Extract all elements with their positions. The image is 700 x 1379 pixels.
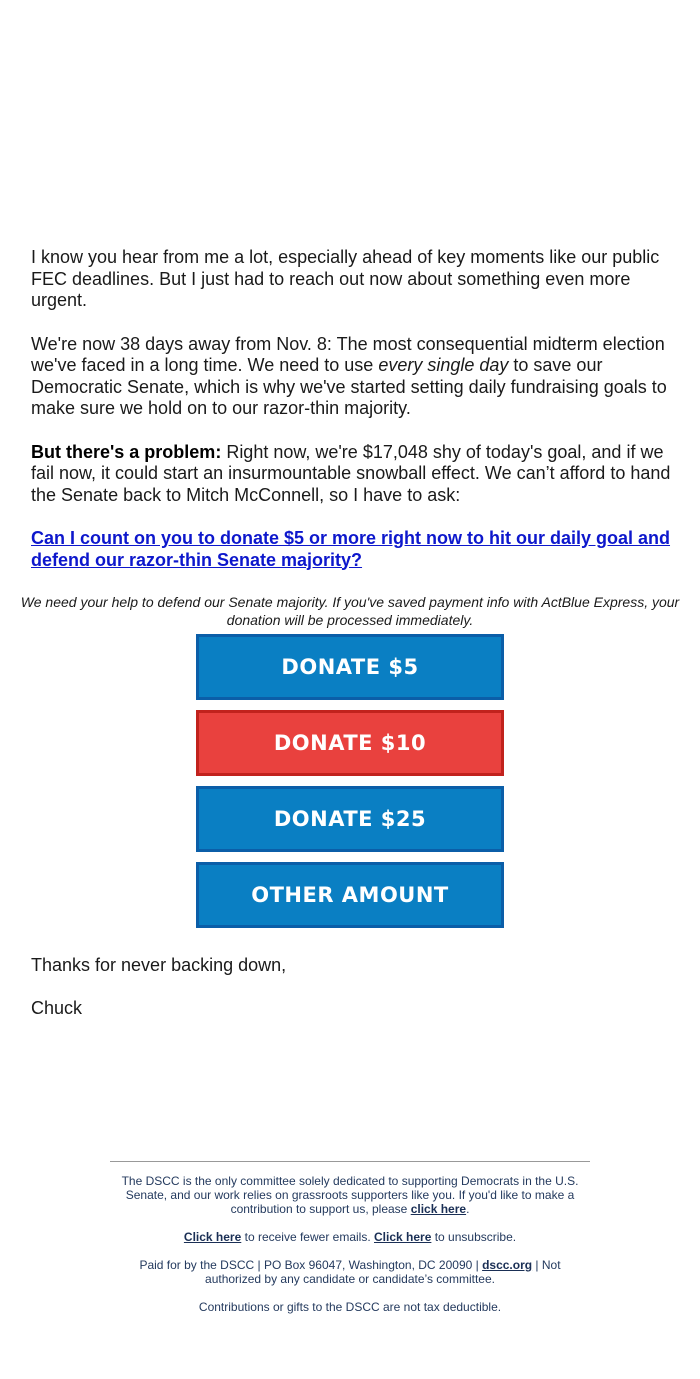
footer-about-end: . (466, 1202, 470, 1216)
paragraph-days-away (31, 334, 671, 420)
footer-paid-for (110, 1258, 590, 1286)
donate-5-button[interactable]: DONATE $5 (196, 634, 504, 700)
problem-text: Right now, we're $17,048 shy of today's goal, and if we fail now, it could start an insurmountable snowball effect. We can’t afford to hand the Senate back to Mitch McConnell, so I have to ask: (31, 441, 671, 505)
signature-name: Chuck (31, 998, 83, 1018)
donate-25-button[interactable]: DONATE $25 (196, 786, 504, 852)
footer-about (110, 1174, 590, 1216)
email-body (31, 247, 671, 593)
paragraph-days-away-text-2: to save our Democratic Senate, which is why we've started setting daily fundraising goals to make sure we hold on to our razor-thin majority. (31, 355, 667, 418)
other-amount-button[interactable]: OTHER AMOUNT (196, 862, 504, 928)
problem-bold-lead: But there's a problem: (31, 441, 222, 462)
footer-contribute-link[interactable]: click here (410, 1202, 467, 1216)
closing-line: Thanks for never backing down, (31, 955, 287, 975)
paragraph-intro: I know you hear from me a lot, especially ahead of key moments like our public FEC deadlines. But I just had to reach out now about something even more urgent. (31, 247, 660, 310)
emphasis-every-single-day: every single day (378, 355, 509, 375)
unsubscribe-text: to unsubscribe. (431, 1230, 517, 1244)
paid-for-text: Paid for by the DSCC | PO Box 96047, Washington, DC 20090 | (139, 1258, 483, 1272)
unsubscribe-link[interactable]: Click here (374, 1230, 432, 1244)
paragraph-problem (31, 442, 671, 507)
footer-tax-note: Contributions or gifts to the DSCC are not tax deductible. (198, 1300, 502, 1314)
paid-for-end: | Not authorized by any candidate or candidate’s committee. (205, 1258, 561, 1286)
footer-email-prefs (110, 1230, 590, 1244)
donation-note: We need your help to defend our Senate majority. If you've saved payment info with ActBlue Express, your donation will be processed immediately. (20, 594, 680, 628)
dscc-site-link[interactable]: dscc.org (482, 1258, 533, 1272)
paragraph-days-away-text-1: We're now 38 days away from Nov. 8: The most consequential midterm election we've faced in a long time. We need to use (31, 333, 665, 375)
donate-10-button[interactable]: DONATE $10 (196, 710, 504, 776)
footer-about-text: The DSCC is the only committee solely dedicated to supporting Democrats in the U.S. Senate, and our work relies on grassroots supporters like you. If you'd like to make a contribution to support us, please (121, 1174, 579, 1216)
footer-divider (110, 1161, 590, 1162)
donate-cta-link[interactable]: Can I count on you to donate $5 or more right now to hit our daily goal and defend our razor-thin Senate majority? (31, 528, 671, 570)
fewer-emails-text: to receive fewer emails. (241, 1230, 374, 1244)
fewer-emails-link[interactable]: Click here (183, 1230, 242, 1244)
